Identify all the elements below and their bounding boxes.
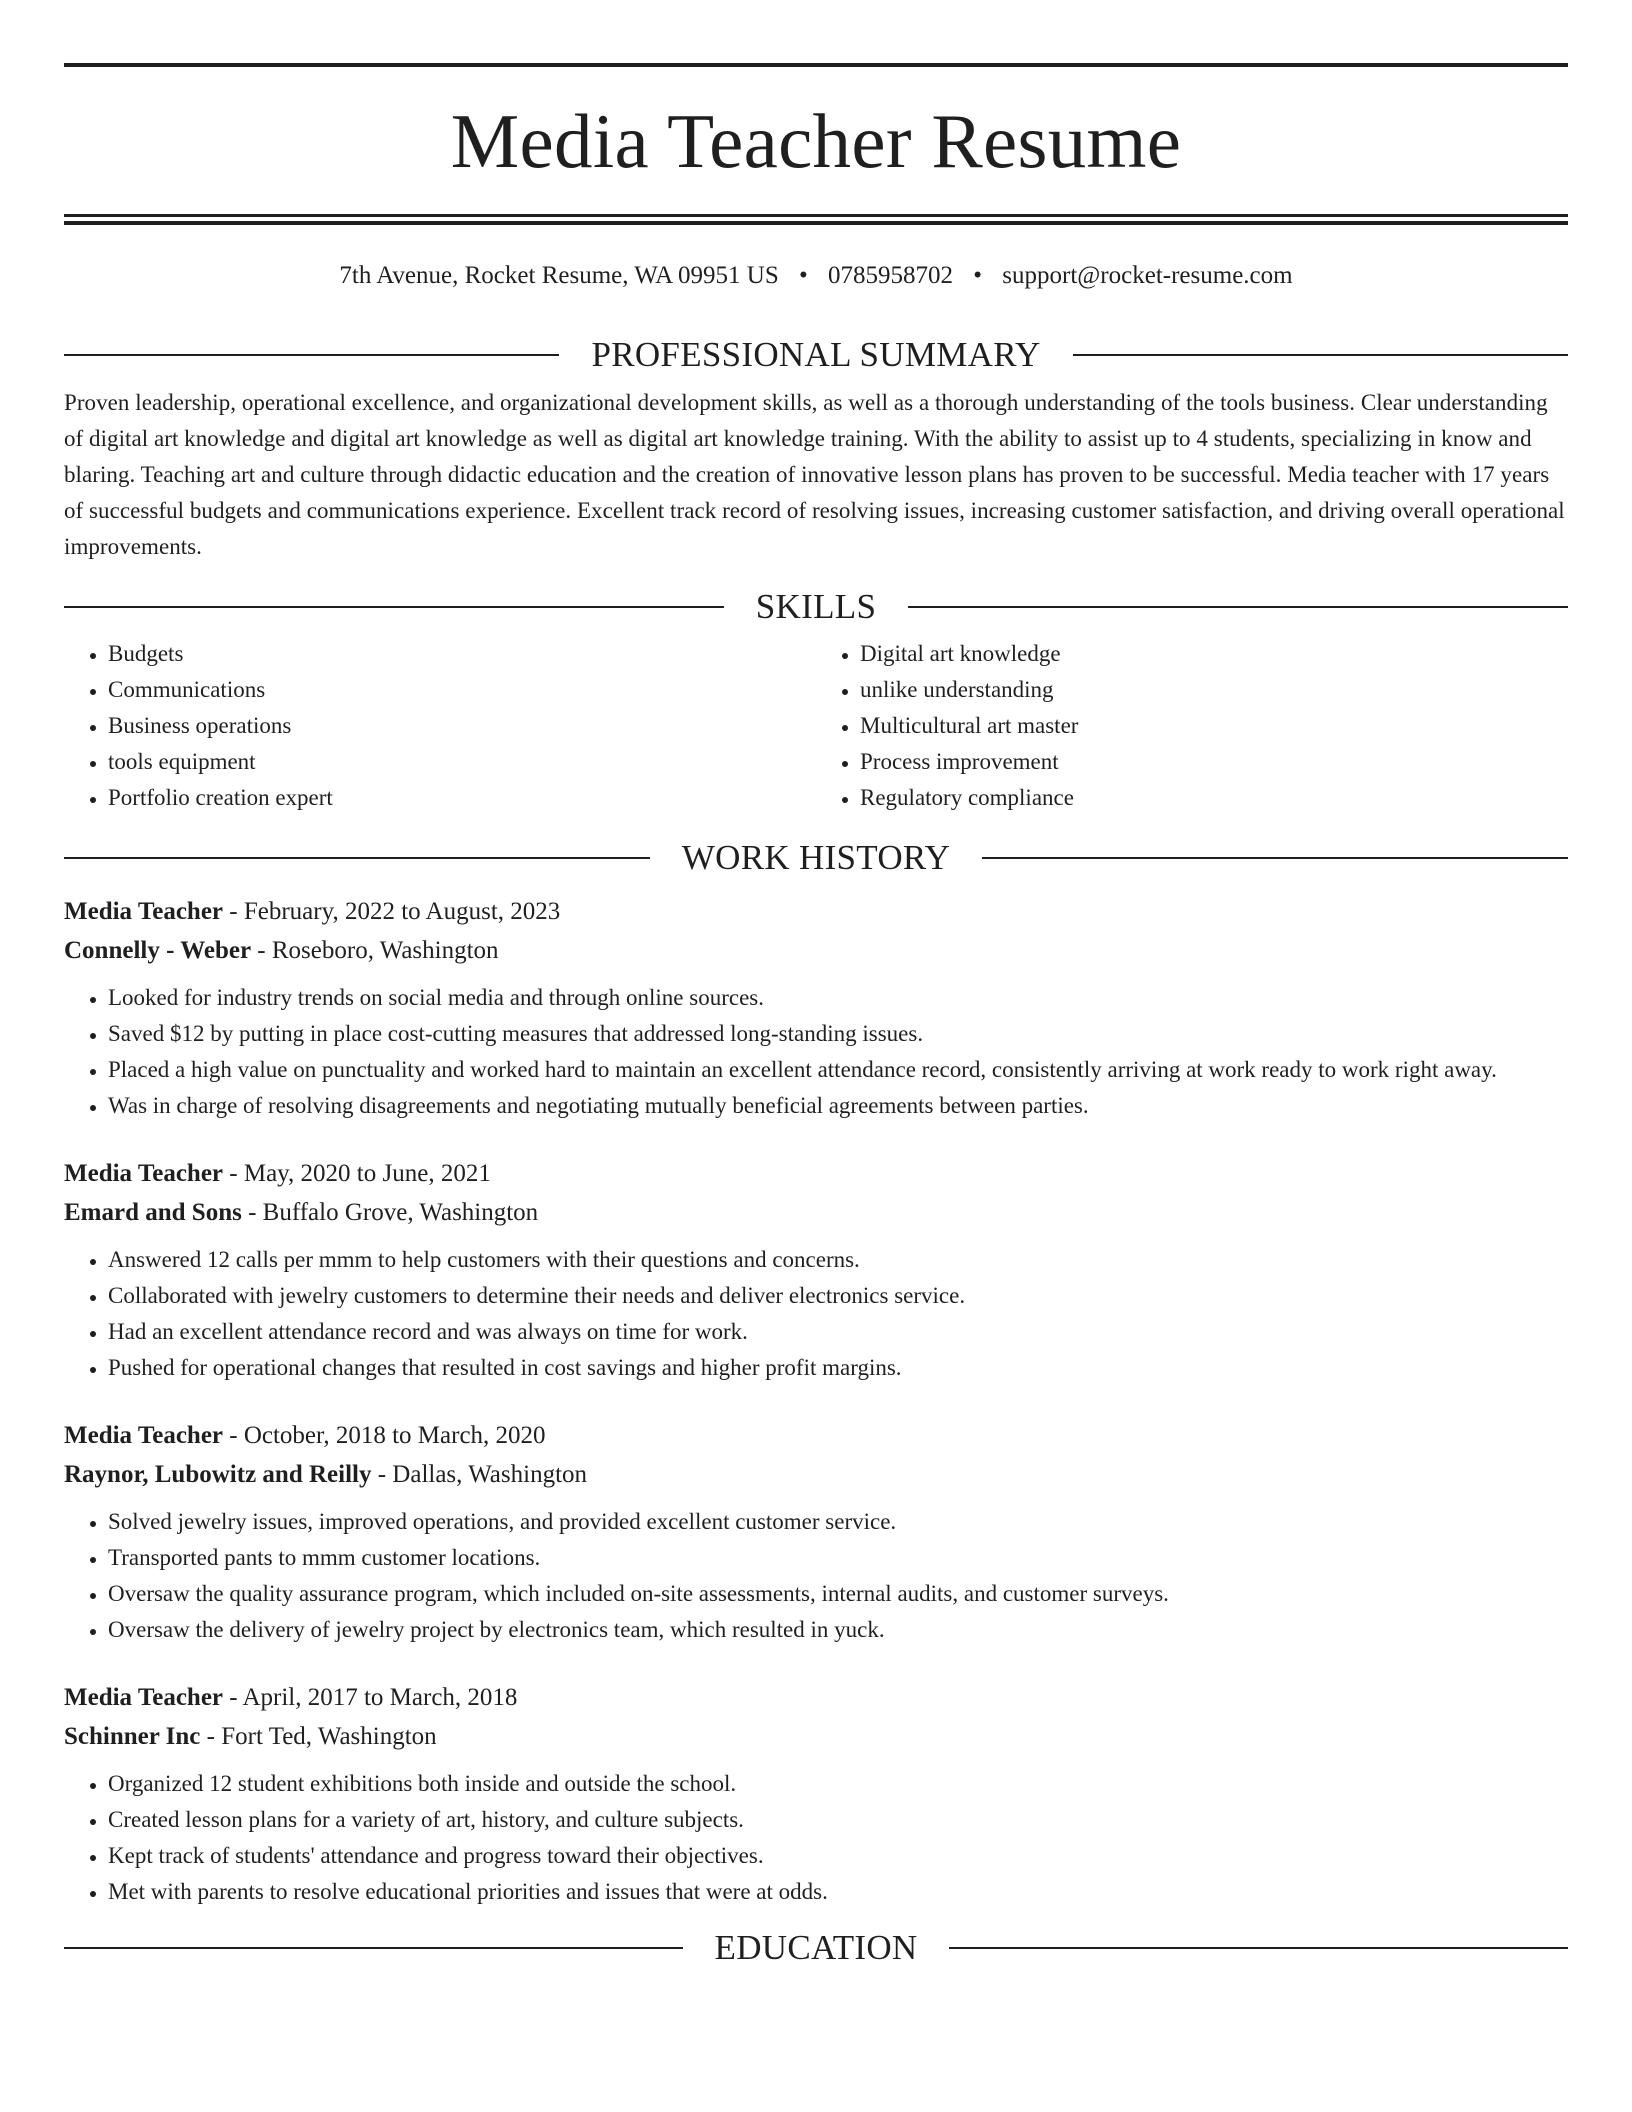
work-section-heading [64,838,1568,878]
job-company-line [64,1193,1568,1232]
job-dates: - October, 2018 to March, 2020 [223,1421,546,1449]
skill-item: • Communications [108,672,816,708]
skill-item: • tools equipment [108,744,816,780]
job-bullet: • Had an excellent attendance record and was always on time for work. [108,1314,1568,1350]
skill-item: • Portfolio creation expert [108,780,816,816]
skill-item: • unlike understanding [860,672,1568,708]
job-company: Connelly - Weber [64,936,252,964]
skills-section-heading [64,587,1568,627]
job-bullets [64,1504,1568,1648]
job-dates: - May, 2020 to June, 2021 [223,1159,491,1187]
job-title: Media Teacher [64,1683,224,1711]
summary-section-heading [64,335,1568,375]
job-company: Emard and Sons [64,1198,242,1226]
skills-column-right [816,636,1568,816]
job-entry [64,892,1568,1124]
job-company-line [64,931,1568,970]
heading-rule-left [64,1947,683,1949]
skills-heading: SKILLS [755,587,877,627]
resume-page [64,0,1568,1968]
heading-rule-left [64,354,559,356]
contact-separator: • [973,262,983,289]
job-bullet: • Oversaw the delivery of jewelry project by electronics team, which resulted in yuck. [108,1612,1568,1648]
education-heading: EDUCATION [714,1927,918,1967]
job-location: - Fort Ted, Washington [200,1722,437,1750]
education-section-heading [64,1928,1568,1968]
skill-item: • Budgets [108,636,816,672]
contact-email: support@rocket-resume.com [1002,262,1293,289]
skill-item: • Digital art knowledge [860,636,1568,672]
work-heading: WORK HISTORY [681,837,951,877]
job-bullets [64,1242,1568,1386]
job-title: Media Teacher [64,1421,224,1449]
skills-column-left [64,636,816,816]
job-entry [64,1678,1568,1910]
skill-item: • Multicultural art master [860,708,1568,744]
contact-line [64,261,1568,291]
contact-address: 7th Avenue, Rocket Resume, WA 09951 US [339,262,779,289]
summary-text: Proven leadership, operational excellence, and organizational development skills, as well as a thorough understanding of the tools business. Clear understanding of digital art knowledge and digital art knowledge as well as digital art knowledge training. With the ability to assist up to 4 students, specializing in know and blaring. Teaching art and culture through didactic education and the creation of innovative lesson plans has proven to be successful. Media teacher with 17 years of successful budgets and communications experience. Excellent track record of resolving issues, increasing customer satisfaction, and driving overall operational improvements. [64,390,1565,560]
job-bullet: • Solved jewelry issues, improved operations, and provided excellent customer service. [108,1504,1568,1540]
job-bullet: • Created lesson plans for a variety of art, history, and culture subjects. [108,1802,1568,1838]
job-title-line [64,892,1568,931]
job-bullet: • Collaborated with jewelry customers to determine their needs and deliver electronics service. [108,1278,1568,1314]
title-double-rule [64,214,1568,225]
job-bullet: • Answered 12 calls per mmm to help customers with their questions and concerns. [108,1242,1568,1278]
contact-separator: • [799,262,808,289]
heading-rule-left [64,606,724,608]
contact-phone: 0785958702 [828,262,954,289]
job-location: - Roseboro, Washington [251,936,499,964]
job-dates: - April, 2017 to March, 2018 [223,1683,518,1711]
job-title-line [64,1416,1568,1455]
job-company-line [64,1455,1568,1494]
job-entry [64,1416,1568,1648]
job-bullet: • Met with parents to resolve educational priorities and issues that were at odds. [108,1874,1568,1910]
job-dates: - February, 2022 to August, 2023 [223,897,561,925]
job-entry [64,1154,1568,1386]
skill-item: • Regulatory compliance [860,780,1568,816]
job-title: Media Teacher [64,1159,224,1187]
job-bullet: • Was in charge of resolving disagreements and negotiating mutually beneficial agreements between parties. [108,1088,1568,1124]
job-location: - Dallas, Washington [371,1460,588,1488]
skill-item: • Business operations [108,708,816,744]
job-company-line [64,1717,1568,1756]
skills-list [64,636,1568,816]
heading-rule-right [1073,354,1568,356]
job-title-line [64,1678,1568,1717]
heading-rule-left [64,857,650,859]
summary-heading: PROFESSIONAL SUMMARY [591,335,1041,374]
job-bullets [64,1766,1568,1910]
skill-item: • Process improvement [860,744,1568,780]
heading-rule-right [949,1947,1568,1949]
job-title: Media Teacher [64,897,224,925]
job-bullet: • Saved $12 by putting in place cost-cutting measures that addressed long-standing issues. [108,1016,1568,1052]
resume-title: Media Teacher Resume [450,98,1182,184]
job-bullet: • Kept track of students' attendance and progress toward their objectives. [108,1838,1568,1874]
job-bullet: • Looked for industry trends on social media and through online sources. [108,980,1568,1016]
heading-rule-right [908,606,1568,608]
job-bullet: • Placed a high value on punctuality and worked hard to maintain an excellent attendance record, consistently arriving at work ready to work right away. [108,1052,1568,1088]
job-bullet: • Oversaw the quality assurance program, which included on-site assessments, internal audits, and customer surveys. [108,1576,1568,1612]
job-bullet: • Transported pants to mmm customer locations. [108,1540,1568,1576]
heading-rule-right [982,857,1568,859]
job-company: Schinner Inc [64,1722,201,1750]
top-rule [64,63,1568,67]
job-company: Raynor, Lubowitz and Reilly [64,1460,372,1488]
job-bullet: • Pushed for operational changes that resulted in cost savings and higher profit margins. [108,1350,1568,1386]
job-bullet: • Organized 12 student exhibitions both inside and outside the school. [108,1766,1568,1802]
job-bullets [64,980,1568,1124]
job-location: - Buffalo Grove, Washington [241,1198,539,1226]
job-title-line [64,1154,1568,1193]
